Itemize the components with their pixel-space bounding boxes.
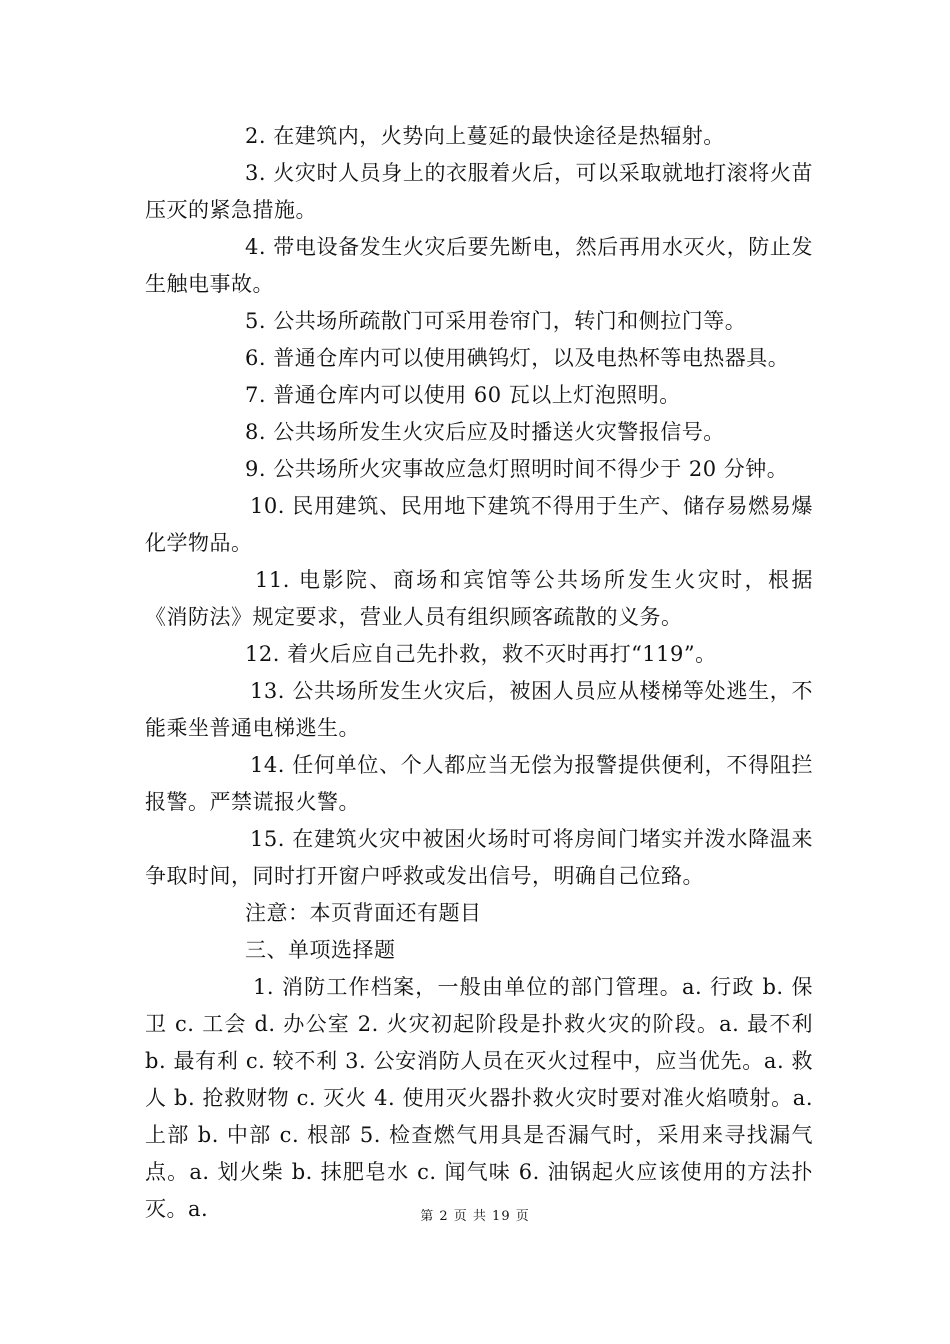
multiple-choice-block: 1. 消防工作档案，一般由单位的部门管理。a. 行政 b. 保卫 c. 工会 d. 办公室 2. 火灾初起阶段是扑救火灾的阶段。a. 最不利 b. 最有利 c. 较不利 3. 公安消防人员在灭火过程中，应当优先。a. 救人 b. 抢救财物 c. 灭火 4. 使用灭火器扑救火灾时要对准火焰喷射。a. 上部 b. 中部 c. 根部 5. 检查燃气用具是否漏气时，采用来寻找漏气点。a. 划火柴 b. 抹肥皂水 c. 闻气味 6. 油锅起火应该使用的方法扑灭。a. [145,975,813,1221]
paragraph-item-11: 11. 电影院、商场和宾馆等公共场所发生火灾时，根据《消防法》规定要求，营业人员有组织顾客疏散的义务。 [145,568,813,629]
paragraph-item-4: 4. 带电设备发生火灾后要先断电，然后再用水灭火，防止发生触电事故。 [145,235,813,296]
paragraph-item-12: 12. 着火后应自己先扑救，救不灭时再打“119”。 [245,642,717,666]
paragraph-item-5: 5. 公共场所疏散门可采用卷帘门，转门和侧拉门等。 [245,309,747,333]
paragraph-item-6: 6. 普通仓库内可以使用碘钨灯，以及电热杯等电热器具。 [245,346,790,370]
document-body [145,118,813,1228]
section-heading: 三、单项选择题 [245,938,396,962]
notice-text: 注意：本页背面还有题目 [245,901,482,925]
page-number-footer: 第 2 页 共 19 页 [420,1209,530,1224]
paragraph-item-9: 9. 公共场所火灾事故应急灯照明时间不得少于 20 分钟。 [245,457,789,481]
paragraph-item-7: 7. 普通仓库内可以使用 60 瓦以上灯泡照明。 [245,383,681,407]
paragraph-item-14: 14. 任何单位、个人都应当无偿为报警提供便利，不得阻拦报警。严禁谎报火警。 [145,753,813,814]
paragraph-item-10: 10. 民用建筑、民用地下建筑不得用于生产、储存易燃易爆化学物品。 [145,494,813,555]
paragraph-item-15: 15. 在建筑火灾中被困火场时可将房间门堵实并泼水降温来争取时间，同时打开窗户呼救或发出信号，明确自己位臵。 [145,827,813,888]
paragraph-item-13: 13. 公共场所发生火灾后，被困人员应从楼梯等处逃生，不能乘坐普通电梯逃生。 [145,679,813,740]
paragraph-item-3: 3. 火灾时人员身上的衣服着火后，可以采取就地打滚将火苗压灭的紧急措施。 [145,161,813,222]
paragraph-item-2: 2. 在建筑内，火势向上蔓延的最快途径是热辐射。 [245,124,725,148]
paragraph-item-8: 8. 公共场所发生火灾后应及时播送火灾警报信号。 [245,420,725,444]
